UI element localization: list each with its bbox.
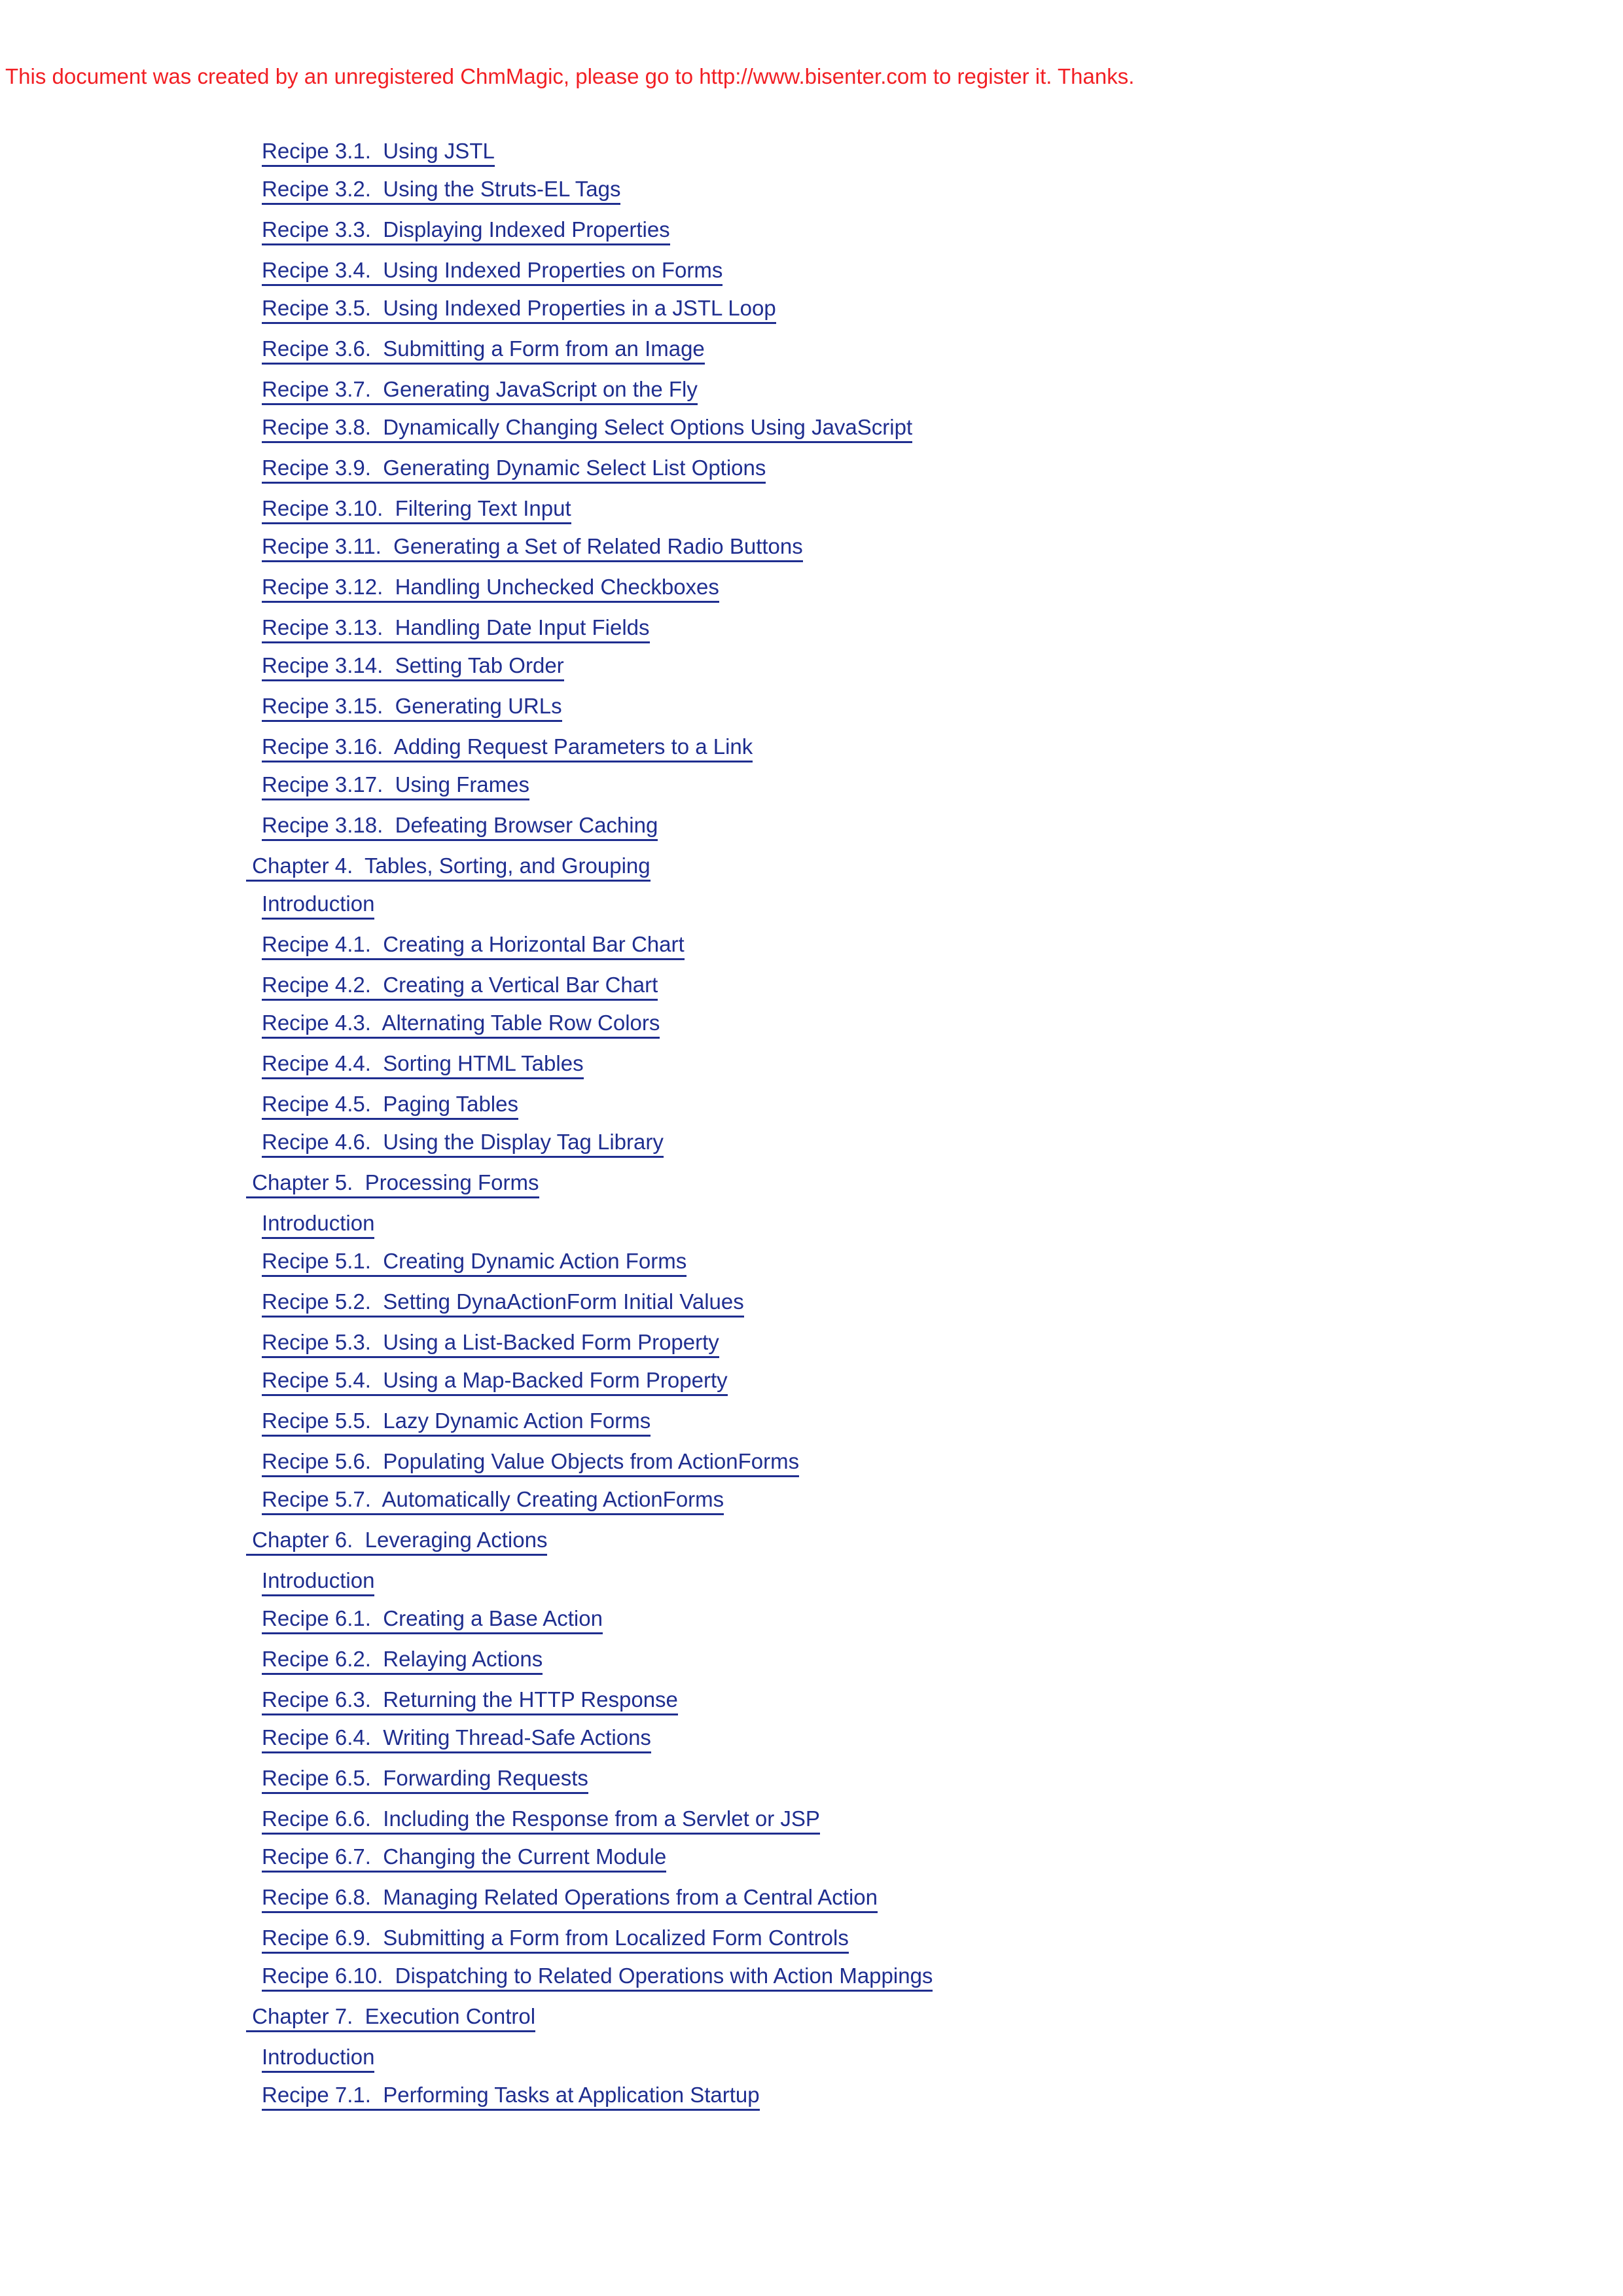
toc-entry — [262, 812, 658, 844]
toc-link-recipe-6-1[interactable]: Recipe 6.1. Creating a Base Action — [262, 1605, 603, 1634]
toc-entry — [262, 336, 705, 367]
toc-entry — [262, 1050, 584, 1082]
toc-link-chapter-4[interactable]: Chapter 4. Tables, Sorting, and Grouping — [246, 853, 651, 882]
toc-entry — [262, 1210, 374, 1242]
toc-link-recipe-3-4[interactable]: Recipe 3.4. Using Indexed Properties on Forms — [262, 257, 722, 286]
toc-entry — [246, 1170, 539, 1201]
toc-entry — [262, 217, 670, 248]
toc-entry — [262, 1806, 820, 1837]
toc-entry — [262, 1129, 664, 1160]
toc-entry — [262, 414, 912, 446]
toc-link-chapter-5[interactable]: Chapter 5. Processing Forms — [246, 1170, 539, 1198]
toc-entry — [262, 1765, 588, 1797]
toc-entry — [262, 1248, 687, 1280]
toc-entry — [262, 1486, 724, 1518]
toc-entry — [246, 2003, 535, 2035]
toc-link-recipe-4-2[interactable]: Recipe 4.2. Creating a Vertical Bar Chart — [262, 972, 658, 1001]
toc-link-recipe-3-14[interactable]: Recipe 3.14. Setting Tab Order — [262, 653, 564, 681]
toc-link-recipe-6-5[interactable]: Recipe 6.5. Forwarding Requests — [262, 1765, 588, 1794]
toc-link-recipe-3-8[interactable]: Recipe 3.8. Dynamically Changing Select Options Using JavaScript — [262, 414, 912, 443]
toc-entry — [262, 891, 374, 922]
toc-entry — [262, 376, 698, 408]
toc-link-recipe-6-8[interactable]: Recipe 6.8. Managing Related Operations from a Central Action — [262, 1884, 878, 1913]
toc-entry — [262, 176, 620, 207]
toc-entry — [262, 693, 562, 725]
toc-link-recipe-3-7[interactable]: Recipe 3.7. Generating JavaScript on the Fly — [262, 376, 698, 405]
toc-link-recipe-3-13[interactable]: Recipe 3.13. Handling Date Input Fields — [262, 615, 650, 643]
toc-link-recipe-3-5[interactable]: Recipe 3.5. Using Indexed Properties in a JSTL Loop — [262, 295, 776, 324]
toc-link-recipe-3-16[interactable]: Recipe 3.16. Adding Request Parameters to a Link — [262, 734, 753, 762]
toc-link-recipe-3-1[interactable]: Recipe 3.1. Using JSTL — [262, 138, 495, 167]
toc-entry — [262, 1687, 678, 1718]
toc-entry — [262, 1646, 543, 1677]
toc-link-recipe-5-6[interactable]: Recipe 5.6. Populating Value Objects from ActionForms — [262, 1448, 799, 1477]
toc-link-recipe-3-3[interactable]: Recipe 3.3. Displaying Indexed Properties — [262, 217, 670, 245]
toc-link-recipe-5-4[interactable]: Recipe 5.4. Using a Map-Backed Form Property — [262, 1367, 728, 1396]
toc-link-recipe-5-1[interactable]: Recipe 5.1. Creating Dynamic Action Forms — [262, 1248, 687, 1277]
toc-entry — [262, 972, 658, 1003]
toc-link-recipe-6-6[interactable]: Recipe 6.6. Including the Response from a Servlet or JSP — [262, 1806, 820, 1835]
toc-link-recipe-5-5[interactable]: Recipe 5.5. Lazy Dynamic Action Forms — [262, 1408, 651, 1437]
toc-link-recipe-5-2[interactable]: Recipe 5.2. Setting DynaActionForm Initial Values — [262, 1289, 744, 1318]
toc-link-recipe-4-1[interactable]: Recipe 4.1. Creating a Horizontal Bar Chart — [262, 931, 685, 960]
toc-entry — [262, 1091, 518, 1122]
toc-link-recipe-5-3[interactable]: Recipe 5.3. Using a List-Backed Form Property — [262, 1329, 719, 1358]
toc-link-recipe-4-3[interactable]: Recipe 4.3. Alternating Table Row Colors — [262, 1010, 660, 1039]
toc-entry — [262, 1448, 799, 1480]
toc-link-recipe-4-5[interactable]: Recipe 4.5. Paging Tables — [262, 1091, 518, 1120]
toc-link-recipe-3-9[interactable]: Recipe 3.9. Generating Dynamic Select List Options — [262, 455, 766, 484]
toc-entry — [262, 1329, 719, 1361]
toc-entry — [262, 533, 803, 565]
toc-link-chapter-6-introduction[interactable]: Introduction — [262, 1568, 374, 1596]
toc-entry — [262, 1963, 933, 1994]
toc-entry — [262, 615, 650, 646]
toc-entry — [262, 931, 685, 963]
toc-link-recipe-3-2[interactable]: Recipe 3.2. Using the Struts-EL Tags — [262, 176, 620, 205]
toc-link-recipe-6-2[interactable]: Recipe 6.2. Relaying Actions — [262, 1646, 543, 1675]
toc-entry — [262, 574, 719, 605]
toc-entry — [262, 1884, 878, 1916]
toc-link-chapter-7[interactable]: Chapter 7. Execution Control — [246, 2003, 535, 2032]
toc-entry — [262, 1568, 374, 1599]
toc-entry — [262, 653, 564, 684]
toc-link-recipe-7-1[interactable]: Recipe 7.1. Performing Tasks at Application Startup — [262, 2082, 760, 2111]
toc-link-recipe-3-11[interactable]: Recipe 3.11. Generating a Set of Related Radio Buttons — [262, 533, 803, 562]
toc-link-recipe-3-12[interactable]: Recipe 3.12. Handling Unchecked Checkboxes — [262, 574, 719, 603]
toc-entry — [262, 2082, 760, 2113]
toc-link-recipe-6-10[interactable]: Recipe 6.10. Dispatching to Related Operations with Action Mappings — [262, 1963, 933, 1992]
toc-entry — [246, 853, 651, 884]
toc-link-recipe-4-4[interactable]: Recipe 4.4. Sorting HTML Tables — [262, 1050, 584, 1079]
toc-entry — [262, 2044, 374, 2075]
toc-entry — [262, 1725, 651, 1756]
toc-link-recipe-6-3[interactable]: Recipe 6.3. Returning the HTTP Response — [262, 1687, 678, 1715]
toc-entry — [246, 1527, 547, 1558]
toc-entry — [262, 1605, 603, 1637]
toc-entry — [262, 257, 722, 289]
toc-link-chapter-7-introduction[interactable]: Introduction — [262, 2044, 374, 2073]
toc-entry — [262, 772, 529, 803]
toc-entry — [262, 1289, 744, 1320]
toc-link-chapter-5-introduction[interactable]: Introduction — [262, 1210, 374, 1239]
toc-entry — [262, 734, 753, 765]
toc-link-recipe-3-15[interactable]: Recipe 3.15. Generating URLs — [262, 693, 562, 722]
toc-link-recipe-3-6[interactable]: Recipe 3.6. Submitting a Form from an Image — [262, 336, 705, 365]
toc-entry — [262, 1010, 660, 1041]
toc-link-recipe-4-6[interactable]: Recipe 4.6. Using the Display Tag Library — [262, 1129, 664, 1158]
toc-entry — [262, 1367, 728, 1399]
toc-entry — [262, 295, 776, 327]
toc-link-recipe-6-7[interactable]: Recipe 6.7. Changing the Current Module — [262, 1844, 666, 1873]
toc-entry — [262, 138, 495, 170]
toc-link-recipe-3-17[interactable]: Recipe 3.17. Using Frames — [262, 772, 529, 800]
toc-entry — [262, 1844, 666, 1875]
toc-entry — [262, 455, 766, 486]
toc-entry — [262, 1408, 651, 1439]
toc-link-recipe-3-10[interactable]: Recipe 3.10. Filtering Text Input — [262, 495, 571, 524]
toc-link-recipe-3-18[interactable]: Recipe 3.18. Defeating Browser Caching — [262, 812, 658, 841]
toc-link-recipe-6-4[interactable]: Recipe 6.4. Writing Thread-Safe Actions — [262, 1725, 651, 1753]
toc-link-recipe-5-7[interactable]: Recipe 5.7. Automatically Creating ActionForms — [262, 1486, 724, 1515]
toc-link-recipe-6-9[interactable]: Recipe 6.9. Submitting a Form from Localized Form Controls — [262, 1925, 849, 1954]
toc-entry — [262, 495, 571, 527]
toc-entry — [262, 1925, 849, 1956]
toc-link-chapter-6[interactable]: Chapter 6. Leveraging Actions — [246, 1527, 547, 1556]
toc-link-chapter-4-introduction[interactable]: Introduction — [262, 891, 374, 920]
registration-notice: This document was created by an unregistered ChmMagic, please go to http://www.bisenter.com to register it. Thanks. — [5, 64, 1135, 88]
